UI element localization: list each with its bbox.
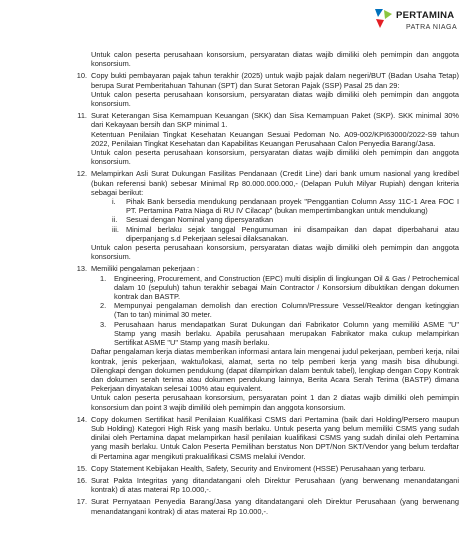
sub-item-text: Sesuai dengan Nominal yang dipersyaratkan bbox=[126, 215, 274, 225]
item-number: 16. bbox=[76, 475, 87, 485]
item-number: 15. bbox=[76, 463, 87, 473]
item-number: 11. bbox=[77, 111, 87, 121]
item-note: Untuk calon peserta perusahaan konsorsium, persyaratan diatas wajib dimiliki oleh pemimpin dan anggota konsorsium. bbox=[91, 148, 459, 167]
item-extra: Ketentuan Penilaian Tingkat Kesehatan Keuangan Sesuai Pedoman No. A09-002/KPI63000/2022-S9 tahun 2022, Penilaian Tingkat Kesehatan dan Kapabilitas Keuangan Perusahaan Calon Penyedia Barang/Jasa. bbox=[91, 129, 459, 148]
sub-item bbox=[100, 301, 459, 319]
item-number: 10. bbox=[76, 71, 87, 81]
sub-item-text: Minimal berlaku sejak tanggal Pengumuman ini disampaikan dan dapat diperbaharui atau diperpanjang s.d Pekerjaan selesai dilaksanakan. bbox=[126, 224, 459, 243]
sub-item bbox=[100, 320, 459, 348]
item-number: 14. bbox=[76, 414, 87, 424]
item-extra: Daftar pengalaman kerja diatas memberikan informasi antara lain mengenai judul pekerjaan, pemberi kerja, nilai kontrak, jenis pekerjaan, waktu/lokasi, alamat, serta no telp pemberi kerja yang masih bisa dihubungi. Dilengkapi dengan dokumen pendukung (dapat dilampirkan dalam bentuk tabel), lengkap dengan Copy Kontrak dan dokumen serah terima atau dokumen pendukung lainnya, Berita Acara Serah Terima (BASTP) dimana Pekerjaan dinyatakan selesai 100% atau equivalent. bbox=[91, 347, 459, 394]
sub-item bbox=[112, 225, 459, 243]
item-note: Untuk calon peserta perusahaan konsorsium, persyaratan diatas wajib dimiliki oleh pemimpin dan anggota konsorsium. bbox=[91, 89, 459, 109]
brand-subtitle: PATRA NIAGA bbox=[406, 24, 458, 31]
sub-item-marker: ii. bbox=[112, 215, 118, 225]
list-item bbox=[0, 264, 474, 411]
sub-item-text: Perusahaan harus mendapatkan Surat Dukungan dari Fabrikator Column yang memiliki ASME "U" Stamp yang masih berlaku. Apabila perusahaan merupakan Fabrikator maka cukup melampirkan Sertifikat ASME "U" Stamp yang masih berlaku. bbox=[114, 319, 459, 348]
list-item bbox=[0, 71, 474, 108]
brand-name: PERTAMINA bbox=[396, 10, 455, 21]
item-note: Untuk calon peserta perusahaan konsorsium, persyaratan diatas wajib dimiliki oleh pemimpin dan anggota konsorsium. bbox=[91, 243, 459, 262]
sub-item-marker: iii. bbox=[112, 224, 119, 234]
item-text: Copy Statement Kebijakan Health, Safety, Security and Enviroment (HSSE) Perusahaan yang terbaru. bbox=[91, 463, 426, 473]
sub-item bbox=[112, 215, 459, 224]
sub-item-marker: 1. bbox=[100, 273, 107, 283]
list-item bbox=[0, 476, 474, 494]
item-number: 13. bbox=[76, 264, 87, 274]
sub-item bbox=[112, 197, 459, 215]
pertamina-logo bbox=[372, 6, 468, 40]
item-text: Surat Keterangan Sisa Kemampuan Keuangan (SKK) dan Sisa Kemampuan Paket (SKP). SKK minimal 30% dari Kekayaan bersih dan SKP minimal 1. bbox=[91, 111, 459, 130]
list-item bbox=[0, 169, 474, 261]
list-item bbox=[0, 464, 474, 473]
sub-item-marker: 2. bbox=[100, 301, 107, 311]
item-text: Surat Pakta Integritas yang ditandatangani oleh Direktur Perusahaan (yang berwenang menandatangani kontrak) di atas materai Rp 10.000,-. bbox=[91, 475, 459, 495]
sub-item-marker: i. bbox=[112, 197, 116, 207]
sub-item-marker: 3. bbox=[100, 319, 107, 329]
item-number: 17. bbox=[76, 497, 87, 507]
item-number: 12. bbox=[76, 169, 87, 179]
item-text: Copy bukti pembayaran pajak tahun terakhir (2025) untuk wajib pajak dalam negeri/BUT (Badan Usaha Tetap) berupa Surat Pemberitahuan Tahunan (SPT) dan Surat Setoran Pajak (SSP) Pasal 25 dan 29: bbox=[91, 71, 459, 90]
sub-item-text: Mempunyai pengalaman demolish dan erection Column/Pressure Vessel/Reaktor dengan ketinggian (Tan to tan) minimal 30 meter. bbox=[114, 301, 459, 320]
item-text: Memiliki pengalaman pekerjaan : bbox=[91, 264, 200, 274]
item-text: Copy dokumen Sertifikat hasil Penilaian Kualifikasi CSMS dari Pertamina (baik dari Holding/Persero maupun Sub Holding) Kategori High Risk yang masih berlaku. Untuk peserta yang belum memiliki CSMS yang sudah dinilai oleh Pertamina dapat melampirkan hasil penilaian kualifikasi CSMS yang sudah dinilai oleh Pertamina yang masih berlaku. Untuk Calon Peserta Pemilihan berstatus Non DPT/Non SKT/Vendor yang belum terdaftar di Pertamina agar mengikuti prakualifikasi CSMS melalui iVendor. bbox=[91, 414, 459, 461]
pertamina-logo-icon bbox=[372, 7, 394, 29]
item-text: Surat Pernyataan Penyedia Barang/Jasa yang ditandatangani oleh Direktur Perusahaan (yang berwenang menandatangani kontrak) di atas materai Rp 10.000,-. bbox=[91, 497, 459, 516]
sub-item bbox=[100, 274, 459, 302]
sub-item-text: Engineering, Procurement, and Construction (EPC) multi disiplin di lingkungan Oil & Gas / Petrochemical dalam 10 (sepuluh) tahun terakhir sebagai Main Contractor / Konsorsium dibuktikan dengan dokumen kontrak dan BASTP. bbox=[114, 273, 459, 302]
intro-paragraph: Untuk calon peserta perusahaan konsorsium, persyaratan diatas wajib dimiliki oleh pemimpin dan anggota konsorsium. bbox=[91, 50, 459, 69]
item-note: Untuk calon peserta perusahaan konsorsium, persyaratan point 1 dan 2 diatas wajib dimiliki oleh pemimpin konsorsium dan point 3 wajib dimiliki oleh pemimpin dan anggota konsorsium. bbox=[91, 393, 459, 412]
document-body bbox=[0, 50, 474, 516]
sub-item-text: Pihak Bank bersedia mendukung pendanaan proyek "Penggantian Column Assy 11C-1 Area FOC I PT. Pertamina Patra Niaga di RU IV Cilacap" (bukan mempertimbangkan untuk mendukung) bbox=[126, 197, 459, 216]
item-text: Melampirkan Asli Surat Dukungan Fasilitas Pendanaan (Credit Line) dari bank umum nasional yang kredibel (bukan referensi bank) sebesar Minimal Rp 80.000.000.000,- (Delapan Puluh Milyar Rupiah) dengan kriteria sebagai berikut: bbox=[91, 169, 459, 197]
list-item bbox=[0, 415, 474, 461]
list-item bbox=[0, 111, 474, 166]
list-item bbox=[0, 497, 474, 515]
